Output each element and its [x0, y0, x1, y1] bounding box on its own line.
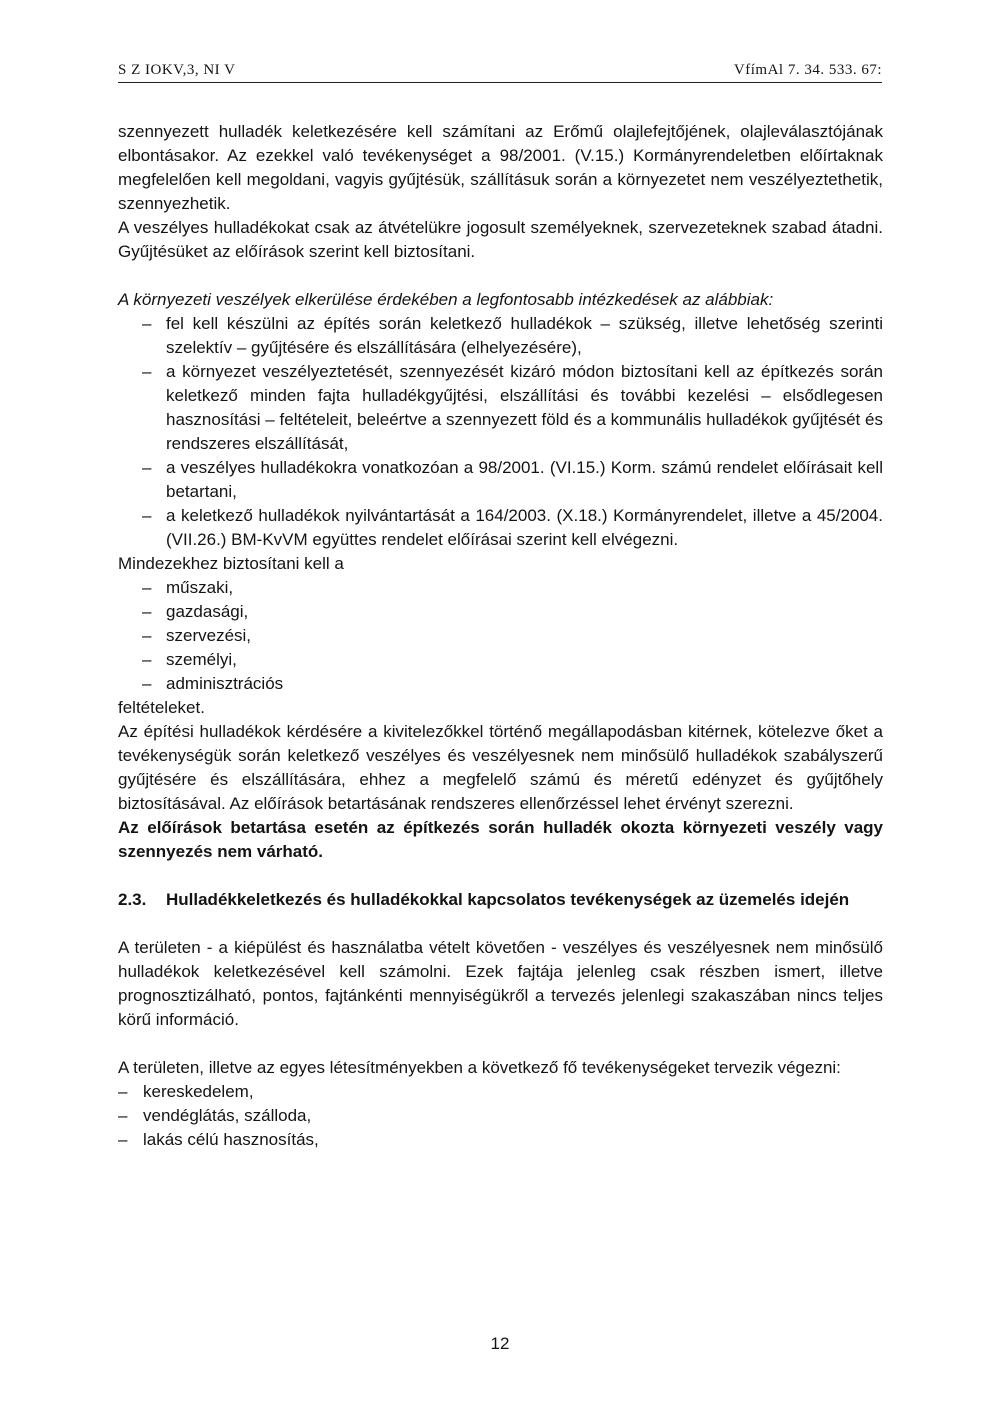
list-item: – személyi, — [118, 648, 883, 672]
list-item: – fel kell készülni az építés során keletkező hulladékok – szükség, illetve lehetőség szerinti szelektív – gyűjtésére és elszállítására (elhelyezésére), — [118, 312, 883, 360]
list-item: – adminisztrációs — [118, 672, 883, 696]
measures-list — [118, 312, 883, 552]
conclusion-text: Az előírások betartása esetén az építkezés során hulladék okozta környezeti veszély vagy szennyezés nem várható. — [118, 818, 883, 861]
section-heading — [118, 888, 883, 912]
list-item: – a környezet veszélyeztetését, szennyezését kizáró módon biztosítani kell az építkezés során keletkező minden fajta hulladékgyűjtési, elszállítási és további kezelési – elsődlegesen hasznosítási – feltételeit, beleértve a szennyezett föld és a kommunális hulladékok gyűjtését és rendszeres elszállítását, — [118, 360, 883, 456]
measures-intro: A környezeti veszélyek elkerülése érdekében a legfontosabb intézkedések az alábbiak: — [118, 290, 774, 309]
paragraph-activities-intro: A területen, illetve az egyes létesítményekben a következő fő tevékenységeket tervezik végezni: — [118, 1058, 841, 1077]
page-body — [118, 120, 883, 1152]
paragraph-construction-waste: Az építési hulladékok kérdésére a kivitelezőkkel történő megállapodásban kitérnek, kötelezve őket a tevékenységük során keletkező veszélyes és veszélyesnek nem minősülő hulladékok szabályszerű gyűjtésére és elszállítására, ehhez a megfelelő számú és méretű edényzet és gyűjtőhely biztosításával. Az előírások betartásának rendszeres ellenőrzéssel lehet érvényt szerezni. — [118, 722, 883, 813]
header-right-text: VfímAl 7. 34. 533. 67: — [733, 62, 882, 78]
list-item: – gazdasági, — [118, 600, 883, 624]
page-number: 12 — [490, 1334, 510, 1353]
list-item: – kereskedelem, — [118, 1080, 883, 1104]
header-left-text: S Z IOKV,3, NI V — [118, 62, 236, 78]
conditions-outro: feltételeket. — [118, 698, 205, 717]
paragraph-operation-waste: A területen - a kiépülést és használatba vételt követően - veszélyes és veszélyesnek nem minősülő hulladékok keletkezésével kell számolni. Ezek fajtája jelenleg csak részben ismert, illetve prognosztizálható, pontos, fajtánkénti mennyiségükről a tervezés jelenlegi szakaszában nincs teljes körű információ. — [118, 938, 883, 1029]
list-item: – lakás célú hasznosítás, — [118, 1128, 883, 1152]
list-item: – a keletkező hulladékok nyilvántartását a 164/2003. (X.18.) Kormányrendelet, illetve a 45/2004. (VII.26.) BM-KvVM együttes rendelet előírásai szerint kell elvégezni. — [118, 504, 883, 552]
conditions-list — [118, 576, 883, 696]
list-item: – vendéglátás, szálloda, — [118, 1104, 883, 1128]
section-title: Hulladékkeletkezés és hulladékokkal kapcsolatos tevékenységek az üzemelés idején — [166, 890, 850, 909]
list-item: – a veszélyes hulladékokra vonatkozóan a 98/2001. (VI.15.) Korm. számú rendelet előírásait kell betartani, — [118, 456, 883, 504]
section-number: 2.3. — [118, 890, 147, 909]
activities-list — [118, 1080, 883, 1152]
list-item: – műszaki, — [118, 576, 883, 600]
list-item: – szervezési, — [118, 624, 883, 648]
page-header — [118, 62, 882, 83]
paragraph-hazardous-handover: A veszélyes hulladékokat csak az átvételükre jogosult személyeknek, szervezeteknek szabad átadni. Gyűjtésüket az előírások szerint kell biztosítani. — [118, 218, 883, 261]
conditions-intro: Mindezekhez biztosítani kell a — [118, 554, 344, 573]
paragraph-waste-intro: szennyezett hulladék keletkezésére kell számítani az Erőmű olajlefejtőjének, olajleválasztójának elbontásakor. Az ezekkel való tevékenységet a 98/2001. (V.15.) Kormányrendeletben előírtaknak megfelelően kell megoldani, vagyis gyűjtésük, szállításuk során a környezetet nem veszélyeztethetik, szennyezhetik. — [118, 122, 883, 213]
